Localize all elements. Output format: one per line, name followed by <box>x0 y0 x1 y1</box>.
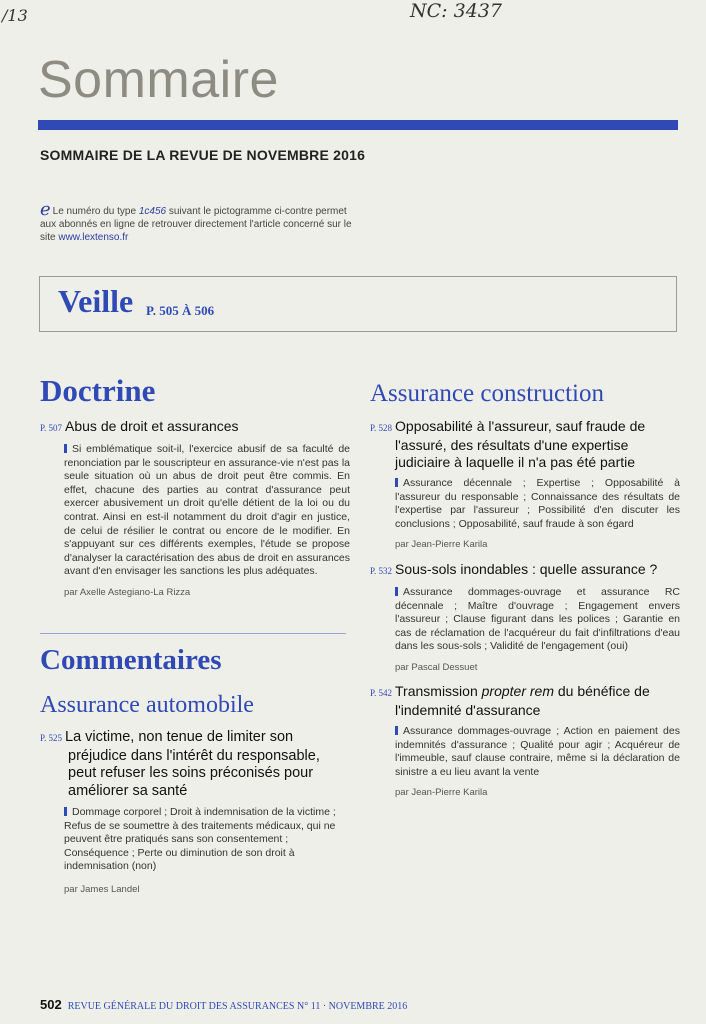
journal-name: REVUE GÉNÉRALE DU DROIT DES ASSURANCES N° 11 · NOVEMBRE 2016 <box>67 1001 408 1012</box>
article-abstract <box>395 725 680 779</box>
article-title: Sous-sols inondables : quelle assurance ? <box>395 561 658 577</box>
abstract-text: Si emblématique soit-il, l'exercice abusif de sa faculté de renonciation par le souscripteur en assurance-vie n'est pas la seule situation où un abus de droit peut être commis. En effet, chacune des parties au contrat d'assurance peut exercer abusivement un droit qu'elle détient de la loi ou du contrat. Ainsi en est-il notamment du droit d'agir en justice, de celui de résilier le contrat ou encore de le modifier. En s'appuyant sur ces différents exemples, l'étude se propose d'analyser la caractérisation des abus de droit en assurances avant d'en envisager les sanctions les plus adéquates. <box>64 443 350 578</box>
bullet-marker-icon <box>64 444 67 453</box>
article-abstract <box>395 586 680 654</box>
article-abstract <box>395 477 680 531</box>
bullet-marker-icon <box>395 478 398 487</box>
article-title-line <box>40 729 350 800</box>
commentaires-heading: Commentaires <box>40 644 222 676</box>
article-abstract <box>64 443 350 579</box>
article-title-line <box>370 683 680 719</box>
handwritten-corner-mark: /13 <box>2 6 28 25</box>
note-text-before: Le numéro du type <box>52 206 137 217</box>
commentaire-auto-article[interactable] <box>40 729 350 895</box>
article-author: par James Landel <box>64 883 140 895</box>
assurance-construction-heading: Assurance construction <box>370 380 604 407</box>
article-title-before: Transmission <box>395 683 478 699</box>
article-abstract <box>64 806 350 874</box>
page-ref: P. 525 <box>40 733 63 743</box>
article-title: La victime, non tenue de limiter son préjudice dans l'intérêt du responsable, peut refuser les soins préconisés pour améliorer sa santé <box>65 729 320 799</box>
article-author: par Jean-Pierre Karila <box>395 787 488 799</box>
article-author: par Jean-Pierre Karila <box>395 539 488 551</box>
doctrine-heading: Doctrine <box>40 373 156 408</box>
handwritten-nc-number: NC: 3437 <box>410 0 502 22</box>
lextenso-note <box>40 199 360 244</box>
article-title: Abus de droit et assurances <box>65 418 239 434</box>
section-divider <box>40 633 346 634</box>
veille-pages: P. 505 À 506 <box>146 303 215 318</box>
note-text-after: suivant le pictogramme ci-contre permet aux abonnés en ligne de retrouver directement l'article concerné sur le site <box>40 206 352 243</box>
note-site-link[interactable]: www.lextenso.fr <box>58 232 129 243</box>
page-subtitle: SOMMAIRE DE LA REVUE DE NOVEMBRE 2016 <box>40 147 366 163</box>
construction-article-1[interactable] <box>370 418 680 550</box>
bullet-marker-icon <box>395 726 398 735</box>
bullet-marker-icon <box>64 807 67 816</box>
note-code: 1c456 <box>138 206 167 217</box>
article-title-after: du bénéfice de l'indemnité d'assurance <box>395 683 650 718</box>
abstract-text: Assurance dommages-ouvrage et assurance RC décennale ; Maître d'ouvrage ; Engagement envers l'assureur ; Clause figurant dans les polices ; Garantie en cas de réclamation de l'acquéreur du fait d'infiltrations d'eau dans les sous-sols ; Validité de l'engagement (oui) <box>395 586 680 653</box>
abstract-text: Assurance décennale ; Expertise ; Opposabilité à l'assureur du responsable ; Connaissance des résultats de l'expertise par l'assureur ; Possibilité d'en discuter les conclusions ; Opposabilité, sauf fraude à son égard <box>395 477 680 530</box>
page-ref: P. 542 <box>370 688 393 698</box>
construction-article-3[interactable] <box>370 683 680 798</box>
article-author: par Pascal Dessuet <box>395 661 478 673</box>
article-title-line <box>370 418 680 471</box>
page-number: 502 <box>40 997 62 1012</box>
page-ref: P. 532 <box>370 566 393 576</box>
pictogram-icon: e <box>40 199 51 220</box>
assurance-automobile-heading: Assurance automobile <box>40 692 254 718</box>
title-rule <box>38 120 678 130</box>
article-title-line <box>370 561 680 580</box>
page-ref: P. 507 <box>40 423 63 433</box>
article-title-emphasis: propter rem <box>481 683 554 699</box>
article-author: par Axelle Astegiano-La Rizza <box>64 586 191 598</box>
page-title: Sommaire <box>38 51 279 109</box>
doctrine-article[interactable] <box>40 418 350 598</box>
doctrine-article-title-line <box>40 418 350 437</box>
construction-article-2[interactable] <box>370 561 680 673</box>
article-title: Opposabilité à l'assureur, sauf fraude de l'assuré, des résultats d'une expertise judiciaire à laquelle il n'a pas été partie <box>395 418 646 470</box>
veille-box <box>39 276 677 332</box>
bullet-marker-icon <box>395 587 398 596</box>
abstract-text: Assurance dommages-ouvrage ; Action en paiement des indemnités d'assurance ; Qualité pour agir ; Acquéreur de l'immeuble, sauf clause contraire, même si la déclaration de sinistre a eu lieu avant la vente <box>395 725 680 778</box>
page-ref: P. 528 <box>370 423 393 433</box>
veille-heading: Veille <box>58 283 134 319</box>
abstract-text: Dommage corporel ; Droit à indemnisation de la victime ; Refus de se soumettre à des traitements médicaux, qui ne peuvent être pratiqués sans son consentement ; Conséquence ; Perte ou diminution de son droit à indemnisation (non) <box>64 806 336 873</box>
page-footer <box>40 997 407 1012</box>
